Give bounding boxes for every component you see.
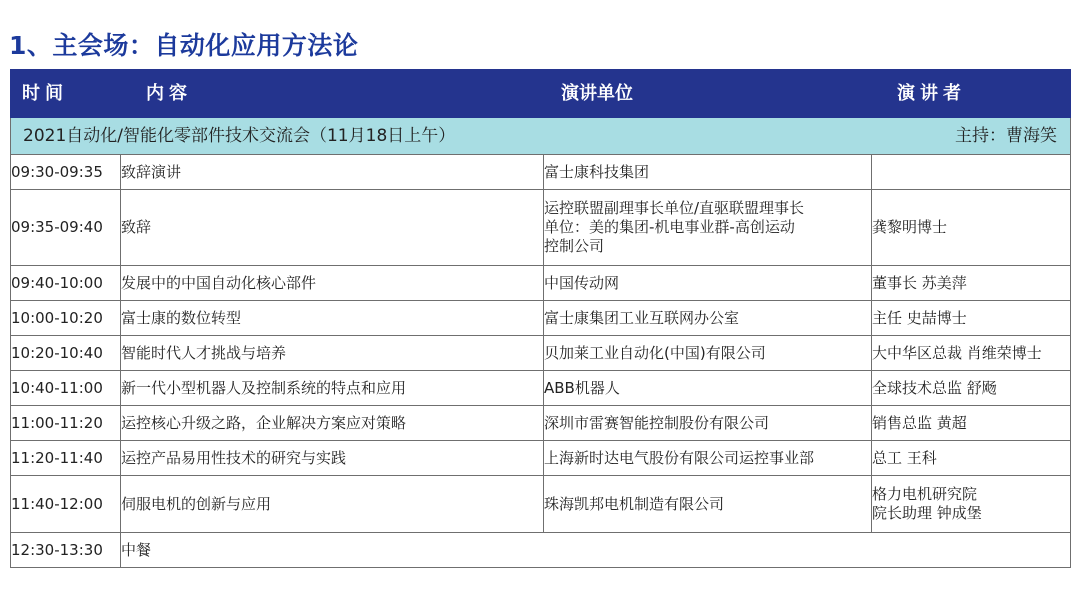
row-org bbox=[544, 190, 872, 266]
row-org bbox=[544, 406, 872, 441]
row-org-line: 富士康科技集团 bbox=[544, 162, 650, 181]
row-speaker bbox=[872, 371, 1071, 406]
row-org bbox=[544, 266, 872, 301]
row-org-line: 贝加莱工业自动化(中国)有限公司 bbox=[544, 343, 766, 362]
row-content: 运控核心升级之路，企业解决方案应对策略 bbox=[121, 406, 544, 441]
table-row bbox=[11, 371, 1071, 406]
row-content: 致辞演讲 bbox=[121, 155, 544, 190]
row-speaker-line: 销售总监 黄超 bbox=[872, 413, 967, 432]
header-org: 演讲单位 bbox=[544, 70, 872, 118]
row-content: 新一代小型机器人及控制系统的特点和应用 bbox=[121, 371, 544, 406]
session-cell bbox=[11, 118, 1071, 155]
row-content: 智能时代人才挑战与培养 bbox=[121, 336, 544, 371]
row-org-line: 富士康集团工业互联网办公室 bbox=[544, 308, 740, 327]
row-time: 10:40-11:00 bbox=[11, 371, 121, 406]
row-content: 伺服电机的创新与应用 bbox=[121, 476, 544, 533]
row-speaker-line: 院长助理 钟成堡 bbox=[872, 504, 982, 522]
table-row bbox=[11, 301, 1071, 336]
table-row bbox=[11, 155, 1071, 190]
table-header-row bbox=[11, 70, 1071, 118]
row-org bbox=[544, 155, 872, 190]
row-time: 09:30-09:35 bbox=[11, 155, 121, 190]
row-speaker bbox=[872, 476, 1071, 533]
header-time: 时间 bbox=[11, 70, 121, 118]
table-row bbox=[11, 266, 1071, 301]
row-time: 09:35-09:40 bbox=[11, 190, 121, 266]
row-org bbox=[544, 301, 872, 336]
session-row bbox=[11, 118, 1071, 155]
page-title: 1、主会场：自动化应用方法论 bbox=[9, 31, 359, 60]
row-speaker-line: 全球技术总监 舒飏 bbox=[872, 378, 997, 397]
row-org-line: 控制公司 bbox=[544, 237, 605, 255]
row-org-line: 深圳市雷赛智能控制股份有限公司 bbox=[544, 413, 770, 432]
table-row bbox=[11, 190, 1071, 266]
row-time: 10:20-10:40 bbox=[11, 336, 121, 371]
row-speaker bbox=[872, 406, 1071, 441]
table-row bbox=[11, 476, 1071, 533]
row-speaker bbox=[872, 266, 1071, 301]
session-host: 主持：曹海笑 bbox=[955, 125, 1057, 146]
row-org bbox=[544, 441, 872, 476]
row-speaker-line: 总工 王科 bbox=[872, 448, 937, 467]
header-speaker: 演讲者 bbox=[872, 70, 1071, 118]
row-org bbox=[544, 336, 872, 371]
row-org-line: ABB机器人 bbox=[544, 378, 620, 397]
row-speaker-line: 大中华区总裁 肖维荣博士 bbox=[872, 343, 1042, 362]
lunch-time: 12:30-13:30 bbox=[11, 533, 121, 568]
row-org bbox=[544, 371, 872, 406]
row-speaker-line: 龚黎明博士 bbox=[872, 218, 948, 236]
table-row bbox=[11, 336, 1071, 371]
row-org-line: 运控联盟副理事长单位/直驱联盟理事长 bbox=[544, 199, 805, 217]
row-time: 11:00-11:20 bbox=[11, 406, 121, 441]
row-time: 11:40-12:00 bbox=[11, 476, 121, 533]
row-speaker-line: 董事长 苏美萍 bbox=[872, 273, 967, 292]
row-speaker-line: 主任 史喆博士 bbox=[872, 308, 967, 327]
agenda-body bbox=[11, 118, 1071, 568]
row-speaker bbox=[872, 155, 1071, 190]
row-time: 11:20-11:40 bbox=[11, 441, 121, 476]
table-row bbox=[11, 406, 1071, 441]
row-speaker bbox=[872, 190, 1071, 266]
lunch-row bbox=[11, 533, 1071, 568]
row-speaker bbox=[872, 301, 1071, 336]
row-org-line: 单位：美的集团-机电事业群-高创运动 bbox=[544, 218, 795, 236]
row-content: 运控产品易用性技术的研究与实践 bbox=[121, 441, 544, 476]
row-org bbox=[544, 476, 872, 533]
row-org-line: 上海新时达电气股份有限公司运控事业部 bbox=[544, 448, 815, 467]
row-speaker bbox=[872, 441, 1071, 476]
lunch-content: 中餐 bbox=[121, 533, 1071, 568]
header-content: 内容 bbox=[121, 70, 544, 118]
row-org-line: 珠海凯邦电机制造有限公司 bbox=[544, 494, 725, 513]
session-bar bbox=[11, 127, 1070, 146]
row-org-line: 中国传动网 bbox=[544, 273, 620, 292]
row-content: 致辞 bbox=[121, 190, 544, 266]
session-name: 2021自动化/智能化零部件技术交流会（11月18日上午） bbox=[23, 125, 456, 146]
row-content: 富士康的数位转型 bbox=[121, 301, 544, 336]
row-speaker-line: 格力电机研究院 bbox=[872, 485, 978, 503]
agenda-table bbox=[10, 69, 1071, 568]
row-content: 发展中的中国自动化核心部件 bbox=[121, 266, 544, 301]
row-time: 09:40-10:00 bbox=[11, 266, 121, 301]
row-speaker bbox=[872, 336, 1071, 371]
table-row bbox=[11, 441, 1071, 476]
row-time: 10:00-10:20 bbox=[11, 301, 121, 336]
